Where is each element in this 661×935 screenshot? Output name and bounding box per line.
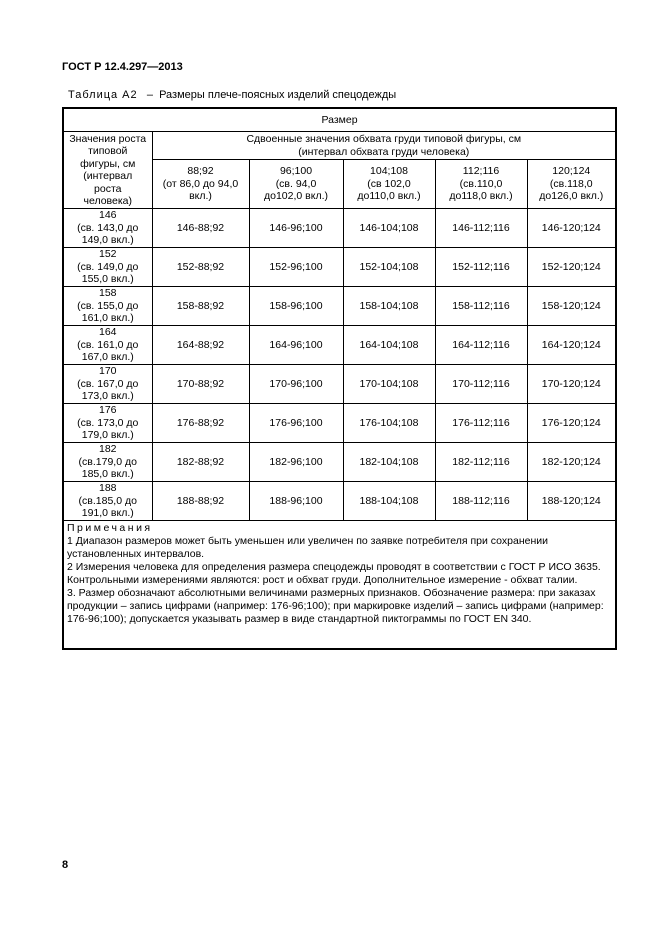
chest-header: [152, 132, 616, 160]
size-header: Размер: [63, 108, 616, 132]
height-cell: [63, 443, 152, 482]
cell-line: 104;108: [370, 165, 408, 178]
cell-line: (св.110,0: [459, 177, 503, 190]
cell-line: 176: [98, 404, 117, 417]
size-cell: 176-88;92: [152, 404, 249, 443]
chest-column-header: [343, 160, 435, 209]
size-cell: 158-96;100: [249, 287, 343, 326]
size-cell: 188-112;116: [435, 482, 527, 521]
height-cell: [63, 287, 152, 326]
cell-line: вкл.): [189, 190, 212, 203]
size-cell: 182-120;124: [527, 443, 616, 482]
chest-column-header: [435, 160, 527, 209]
cell-line: (св. 94,0: [275, 177, 317, 190]
size-cell: 182-104;108: [343, 443, 435, 482]
note-item: 1 Диапазон размеров может быть уменьшен или увеличен по заявке потребителя при сохранении установленных интервалов.: [67, 535, 548, 560]
size-cell: 182-96;100: [249, 443, 343, 482]
size-cell: 158-112;116: [435, 287, 527, 326]
size-cell: 158-104;108: [343, 287, 435, 326]
cell-line: фигуры, см: [80, 157, 136, 170]
table-caption: [68, 89, 396, 101]
size-cell: 170-88;92: [152, 365, 249, 404]
cell-line: до126,0 вкл.): [539, 190, 604, 203]
cell-line: 158: [98, 287, 117, 300]
cell-line: роста: [94, 182, 122, 195]
cell-line: (св.185,0 до: [78, 494, 137, 507]
cell-line: (св. 167,0 до: [77, 377, 139, 390]
size-cell: 170-120;124: [527, 365, 616, 404]
cell-line: 182: [98, 443, 117, 456]
cell-line: 179,0 вкл.): [81, 429, 134, 442]
size-cell: 146-96;100: [249, 209, 343, 248]
height-cell: [63, 482, 152, 521]
height-cell: [63, 404, 152, 443]
cell-line: 161,0 вкл.): [81, 312, 134, 325]
table-row: [63, 248, 616, 287]
size-cell: 170-112;116: [435, 365, 527, 404]
size-cell: 152-120;124: [527, 248, 616, 287]
notes: [63, 521, 616, 650]
cell-line: 155,0 вкл.): [81, 273, 134, 286]
table-row: [63, 365, 616, 404]
size-cell: 152-88;92: [152, 248, 249, 287]
table-row: [63, 443, 616, 482]
cell-line: (интервал: [83, 170, 133, 182]
cell-line: 152: [98, 248, 117, 261]
height-cell: [63, 209, 152, 248]
size-cell: 188-120;124: [527, 482, 616, 521]
size-cell: 182-88;92: [152, 443, 249, 482]
cell-line: 173,0 вкл.): [81, 390, 134, 403]
cell-line: Сдвоенные значения обхвата груди типовой фигуры, см: [246, 133, 522, 145]
cell-line: (св. 143,0 до: [77, 221, 139, 234]
cell-line: 112;116: [462, 165, 500, 178]
chest-column-header: [152, 160, 249, 209]
cell-line: 188: [98, 482, 117, 495]
cell-line: (св 102,0: [367, 177, 411, 190]
cell-line: (св. 149,0 до: [77, 260, 139, 273]
size-cell: 170-104;108: [343, 365, 435, 404]
cell-line: (от 86,0 до 94,0: [162, 177, 239, 190]
cell-line: до102,0 вкл.): [264, 190, 328, 203]
note-item: 2 Измерения человека для определения размера спецодежды проводят в соответствии с ГОСТ Р ИСО 3635. Контрольными измерениями являются: рост и обхват груди. Дополнительное измерение - обхват талии.: [67, 561, 601, 586]
cell-line: (св.179,0 до: [78, 455, 137, 468]
size-cell: 152-112;116: [435, 248, 527, 287]
notes-title: Примечания: [67, 522, 153, 534]
cell-line: (св. 173,0 до: [77, 416, 139, 429]
size-cell: 188-96;100: [249, 482, 343, 521]
height-cell: [63, 326, 152, 365]
size-cell: 164-112;116: [435, 326, 527, 365]
cell-line: Значения роста: [69, 132, 147, 145]
table-row: [63, 404, 616, 443]
document-header: ГОСТ Р 12.4.297—2013: [62, 61, 183, 73]
height-cell: [63, 365, 152, 404]
cell-line: 164: [98, 326, 117, 339]
size-cell: 164-120;124: [527, 326, 616, 365]
height-cell: [63, 248, 152, 287]
cell-line: 191,0 вкл.): [81, 507, 134, 520]
size-cell: 158-88;92: [152, 287, 249, 326]
size-cell: 188-104;108: [343, 482, 435, 521]
size-cell: 188-88;92: [152, 482, 249, 521]
cell-line: (св. 161,0 до: [77, 338, 139, 351]
table-title: Размеры плече-поясных изделий спецодежды: [159, 89, 397, 101]
size-cell: 146-88;92: [152, 209, 249, 248]
cell-line: 170: [98, 365, 117, 378]
cell-line: 120;124: [552, 165, 591, 178]
table-label: Таблица А2: [68, 89, 138, 101]
table-row: [63, 482, 616, 521]
table-row: [63, 209, 616, 248]
cell-line: типовой: [88, 145, 128, 157]
chest-column-header: [527, 160, 616, 209]
size-cell: 164-88;92: [152, 326, 249, 365]
size-cell: 164-104;108: [343, 326, 435, 365]
size-cell: 182-112;116: [435, 443, 527, 482]
size-cell: 146-112;116: [435, 209, 527, 248]
cell-line: 185,0 вкл.): [81, 468, 134, 481]
cell-line: человека): [83, 195, 132, 207]
cell-line: (св. 155,0 до: [77, 299, 139, 312]
table-row: [63, 287, 616, 326]
height-column-header: [63, 132, 152, 209]
size-cell: 146-104;108: [343, 209, 435, 248]
size-cell: 176-120;124: [527, 404, 616, 443]
size-cell: 170-96;100: [249, 365, 343, 404]
cell-line: 96;100: [279, 165, 313, 178]
cell-line: 88;92: [187, 165, 214, 178]
size-cell: 176-112;116: [435, 404, 527, 443]
size-cell: 176-104;108: [343, 404, 435, 443]
caption-dash: –: [146, 89, 153, 101]
table-row: [63, 326, 616, 365]
cell-line: 167,0 вкл.): [81, 351, 134, 364]
cell-line: до118,0 вкл.): [449, 190, 513, 203]
size-cell: 164-96;100: [249, 326, 343, 365]
note-item: 3. Размер обозначают абсолютными величинами размерных признаков. Обозначение размера: при заказах продукции – запись цифрами (например: 176-96;100); при маркировке изделий – запись цифрами (например: 176-96;100); допускается указывать размер в виде стандартной пиктограммы по ГОСТ EN 340.: [67, 587, 604, 625]
cell-line: 149,0 вкл.): [81, 234, 134, 247]
size-cell: 158-120;124: [527, 287, 616, 326]
cell-line: (св.118,0: [549, 177, 593, 190]
cell-line: до110,0 вкл.): [357, 190, 421, 203]
cell-line: (интервал обхвата груди человека): [298, 145, 470, 158]
cell-line: 146: [98, 209, 117, 222]
page-number: 8: [62, 859, 69, 871]
size-cell: 146-120;124: [527, 209, 616, 248]
chest-column-header: [249, 160, 343, 209]
size-table: [62, 107, 617, 650]
size-cell: 152-96;100: [249, 248, 343, 287]
size-cell: 152-104;108: [343, 248, 435, 287]
size-cell: 176-96;100: [249, 404, 343, 443]
